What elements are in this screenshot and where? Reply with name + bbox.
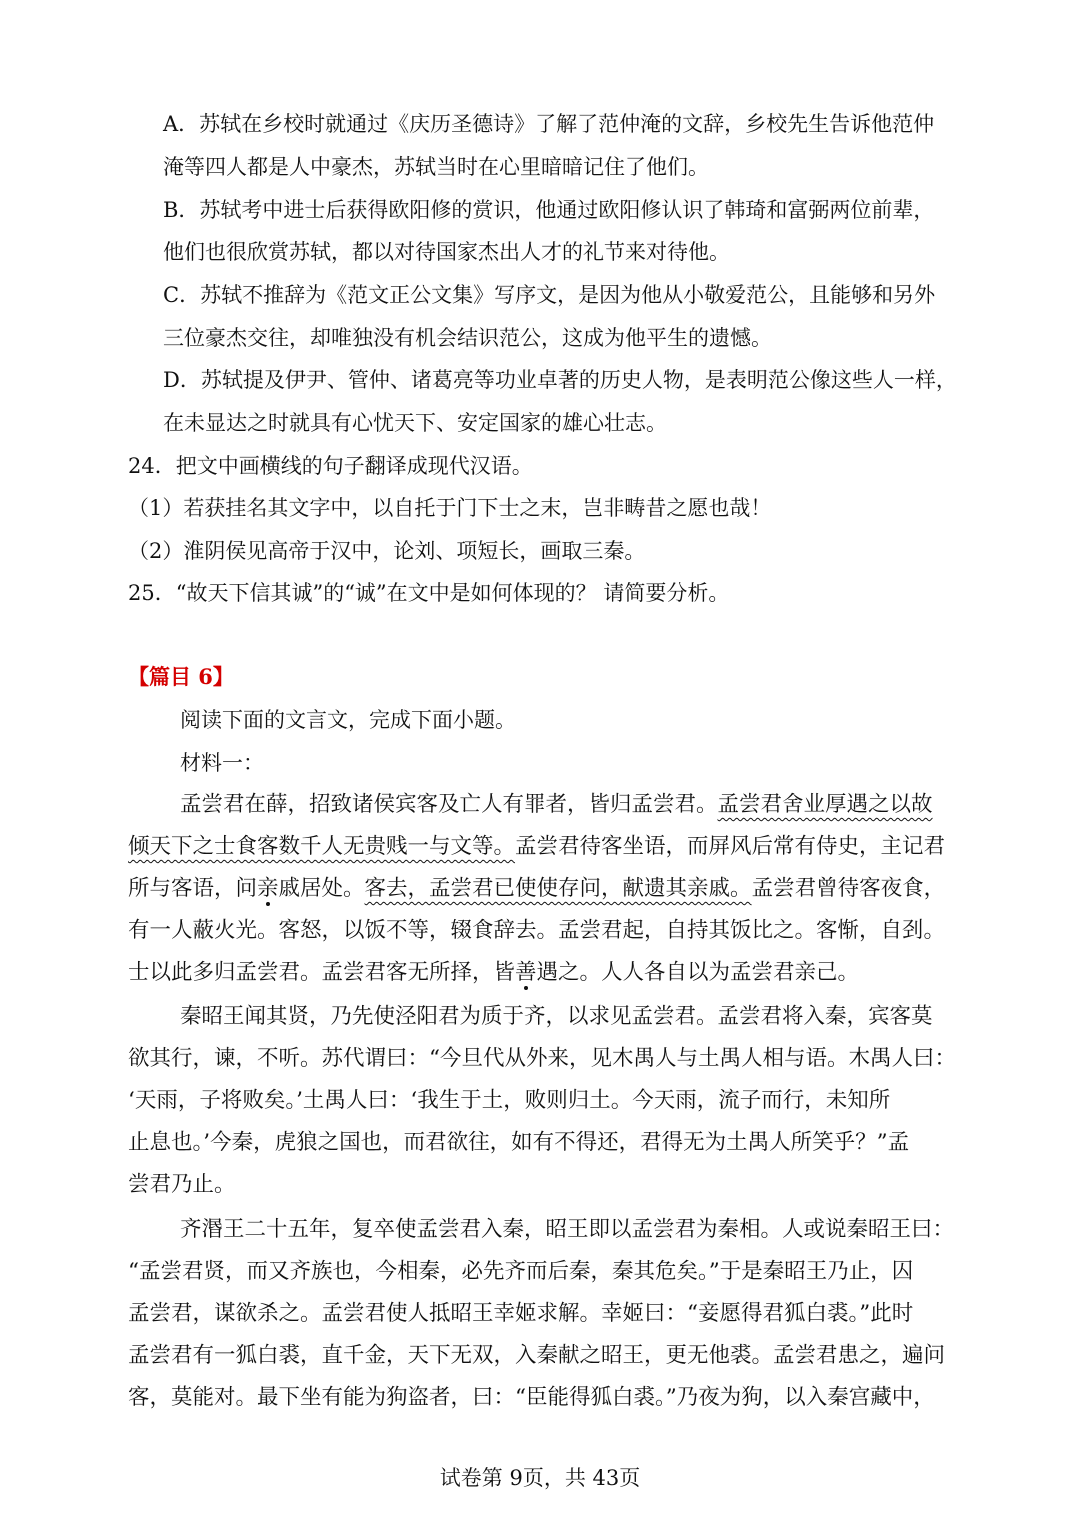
passage-p3-line2: “孟尝君贤，而又齐族也，今相秦，必先齐而后秦，秦其危矣。”于是秦昭王乃止，囚 (128, 1259, 914, 1284)
underlined-sentence: 孟尝君舍业厚遇之以故 (717, 792, 933, 817)
option-d-line1: D．苏轼提及伊尹、管仲、诸葛亮等功业卓著的历史人物，是表明范公像这些人一样， (163, 368, 957, 392)
question-24-item-2: （2）淮阴侯见高帝于汉中，论刘、项短长，画取三秦。 (128, 539, 646, 563)
instruction: 阅读下面的文言文，完成下面小题。 (180, 708, 516, 732)
option-c-line2: 三位豪杰交往，却唯独没有机会结识范公，这成为他平生的遗憾。 (163, 326, 772, 350)
section-heading: 【篇目 6】 (128, 664, 234, 689)
option-d-line2: 在未显达之时就具有心忧天下、安定国家的雄心壮志。 (163, 411, 667, 435)
underlined-sentence: 客去，孟尝君已使使存问，献遗其亲戚。 (364, 876, 752, 901)
passage-p1-line4: 有一人蔽火光。客怒，以饭不等，辍食辞去。孟尝君起，自持其饭比之。客惭，自刭。 (128, 918, 946, 943)
passage-p1-line1 (180, 790, 933, 820)
option-a-line2: 淹等四人都是人中豪杰，苏轼当时在心里暗暗记住了他们。 (163, 155, 709, 179)
passage-p2-line3: ‘天雨，子将败矣。’土禺人曰：‘我生于土，败则归土。今天雨，流子而行，未知所 (128, 1088, 891, 1113)
passage-text: 士以此多归孟尝君。孟尝君客无所择，皆 (128, 960, 516, 985)
passage-p1-line2 (128, 832, 945, 862)
question-25: 25．“故天下信其诚”的“诚”在文中是如何体现的？ 请简要分析。 (128, 581, 730, 605)
material-label: 材料一： (180, 751, 264, 775)
passage-p2-line1: 秦昭王闻其贤，乃先使泾阳君为质于齐，以求见孟尝君。孟尝君将入秦，宾客莫 (180, 1004, 933, 1029)
passage-p1-line3 (128, 874, 945, 904)
passage-text: 孟尝君待客坐语，而屏风后常有侍史，主记君 (515, 834, 946, 859)
passage-p3-line4: 孟尝君有一狐白裘，直千金，天下无双，入秦献之昭王，更无他裘。孟尝君患之，遍问 (128, 1343, 946, 1368)
option-c-line1: C．苏轼不推辞为《范文正公文集》写序文，是因为他从小敬爱范公，且能够和另外 (163, 283, 936, 307)
passage-text: 孟尝君曾待客夜食， (751, 876, 946, 901)
underlined-sentence: 倾天下之士食客数千人无贵贱一与文等。 (128, 834, 516, 859)
option-b-line1: B．苏轼考中进士后获得欧阳修的赏识，他通过欧阳修认识了韩琦和富弼两位前辈， (163, 198, 935, 222)
passage-p2-line2: 欲其行，谏，不听。苏代谓曰：“今旦代从外来，见木禺人与土禺人相与语。木禺人曰： (128, 1046, 956, 1071)
passage-p1-line5 (128, 958, 859, 988)
passage-text: 遇之。人人各自以为孟尝君亲己。 (536, 960, 860, 985)
passage-text: 孟尝君在薛，招致诸侯宾客及亡人有罪者，皆归孟尝君。 (180, 792, 718, 817)
passage-p2-line5: 尝君乃止。 (128, 1172, 236, 1197)
question-24-item-1: （1）若获挂名其文字中，以自托于门下士之末，岂非畴昔之愿也哉！ (128, 496, 772, 520)
page-footer: 试卷第 9页，共 43页 (439, 1466, 641, 1490)
passage-p3-line3: 孟尝君，谋欲杀之。孟尝君使人抵昭王幸姬求解。幸姬曰：“妾愿得君狐白裘。”此时 (128, 1301, 914, 1326)
passage-p2-line4: 止息也。’今秦，虎狼之国也，而君欲往，如有不得还，君得无为土禺人所笑乎？”孟 (128, 1130, 910, 1155)
option-a-line1: A．苏轼在乡校时就通过《庆历圣德诗》了解了范仲淹的文辞，乡校先生告诉他范仲 (163, 112, 935, 136)
emphasis-dotted-char: 亲 (257, 876, 279, 901)
passage-p3-line1: 齐湣王二十五年，复卒使孟尝君入秦，昭王即以孟尝君为秦相。人或说秦昭王曰： (180, 1217, 955, 1242)
option-b-line2: 他们也很欣赏苏轼，都以对待国家杰出人才的礼节来对待他。 (163, 240, 730, 264)
passage-text: 所与客语，问 (128, 876, 258, 901)
passage-text: 戚居处。 (278, 876, 365, 901)
emphasis-dotted-char: 善 (515, 960, 537, 985)
question-24-title: 24．把文中画横线的句子翻译成现代汉语。 (128, 454, 533, 478)
passage-p3-line5: 客，莫能对。最下坐有能为狗盗者，曰：“臣能得狐白裘。”乃夜为狗，以入秦宫藏中， (128, 1385, 935, 1410)
